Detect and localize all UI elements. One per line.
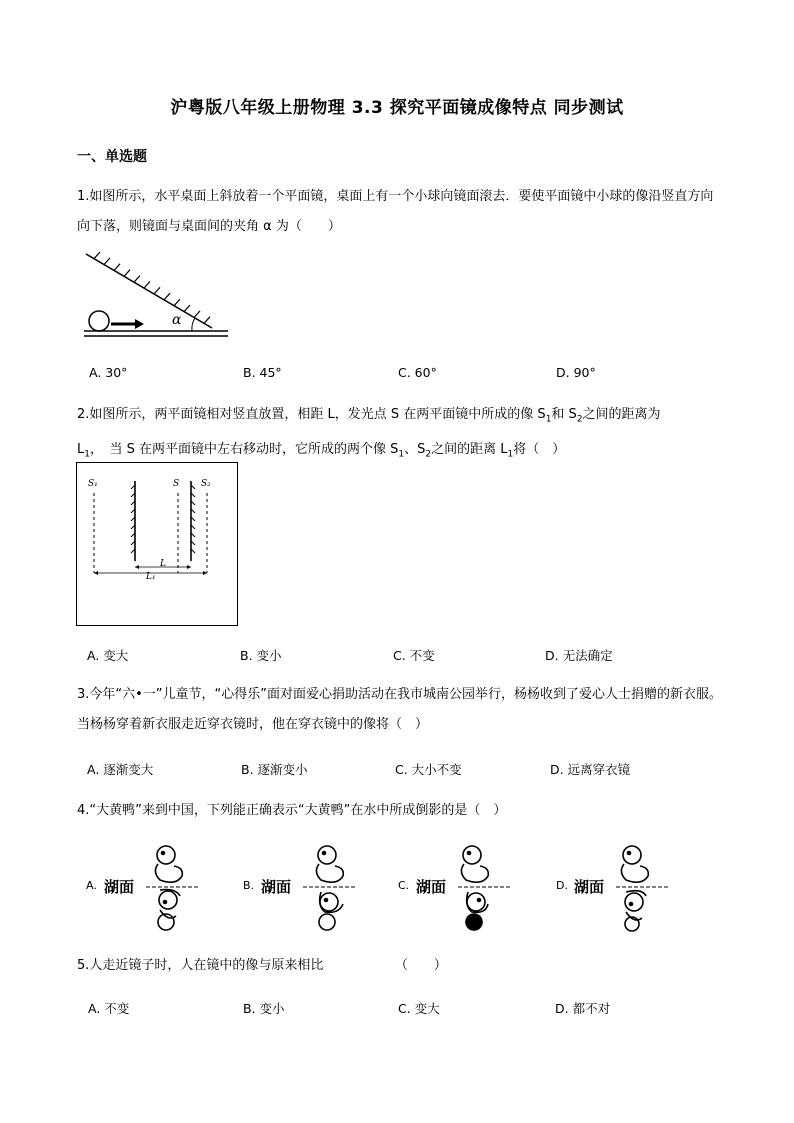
q4-option-a[interactable]: A. 湖面 — [86, 840, 206, 935]
q2-mirrors-figure — [77, 463, 237, 625]
q3-option-b[interactable]: B. 逐渐变小 — [241, 762, 308, 777]
q5-options — [0, 999, 794, 1019]
fig-label-l: L — [160, 559, 166, 569]
q2-option-c[interactable]: C. 不变 — [393, 648, 435, 663]
alpha-label: α — [172, 312, 182, 328]
q2-option-b[interactable]: B. 变小 — [240, 648, 282, 663]
lake-label: 湖面 — [574, 878, 605, 896]
q2-option-d[interactable]: D. 无法确定 — [545, 648, 613, 663]
lake-label: 湖面 — [416, 878, 447, 896]
mirror-hatching — [94, 252, 210, 323]
duck-icon — [146, 840, 206, 935]
duck-icon — [616, 840, 676, 935]
q3-option-a[interactable]: A. 逐渐变大 — [87, 762, 154, 777]
lake-label: 湖面 — [261, 878, 292, 896]
fig-label-s1: S₁ — [88, 479, 98, 489]
question-2-text: 2.如图所示，两平面镜相对竖直放置，相距 L，发光点 S 在两平面镜中所成的像 $S_1$和 $S_2$之间的距离为 $L_1$， 当 S 在两平面镜中左右移动时，它所成的两个像 $S_1$、$S_2$之间的距离 $L_1$将（ ） — [77, 407, 661, 460]
q5-option-d[interactable]: D. 都不对 — [555, 1001, 611, 1016]
q3-option-c[interactable]: C. 大小不变 — [395, 762, 462, 777]
q5-option-c[interactable]: C. 变大 — [398, 1001, 440, 1016]
q2-figure-frame — [76, 462, 238, 626]
q3-options — [0, 760, 794, 780]
duck-icon — [458, 840, 518, 935]
q2-options — [0, 646, 794, 666]
fig-label-s: S — [173, 479, 180, 489]
q1-mirror-figure — [80, 248, 230, 340]
q1-option-d[interactable]: D. 90° — [556, 365, 596, 380]
question-1-text: 1.如图所示，水平桌面上斜放着一个平面镜，桌面上有一个小球向镜面滚去．要使平面镜中小球的像沿竖直方向向下落，则镜面与桌面间的夹角 α 为（ ） — [77, 189, 714, 234]
q4-option-b[interactable]: B. 湖面 — [243, 840, 363, 935]
question-4-text: 4.“大黄鸭”来到中国，下列能正确表示“大黄鸭”在水中所成倒影的是（ ） — [77, 803, 507, 818]
q1-option-a[interactable]: A. 30° — [89, 365, 128, 380]
q1-option-c[interactable]: C. 60° — [398, 365, 437, 380]
question-5-text: 5.人走近镜子时，人在镜中的像与原来相比 （ ） — [77, 958, 447, 973]
q4-option-d[interactable]: D. 湖面 — [556, 840, 676, 935]
q3-option-d[interactable]: D. 远离穿衣镜 — [550, 762, 631, 777]
fig-label-s2: S₂ — [201, 479, 211, 489]
duck-icon — [303, 840, 363, 935]
fig-label-l1: L₁ — [146, 572, 156, 582]
section-heading: 一、单选题 — [77, 149, 147, 165]
ball-icon — [89, 311, 109, 331]
q2-option-a[interactable]: A. 变大 — [87, 648, 129, 663]
lake-label: 湖面 — [104, 878, 135, 896]
q5-option-a[interactable]: A. 不变 — [88, 1001, 130, 1016]
page-title: 沪粤版八年级上册物理 3.3 探究平面镜成像特点 同步测试 — [170, 98, 624, 118]
q1-options — [0, 365, 794, 385]
q4-option-c[interactable]: C. 湖面 — [398, 840, 518, 935]
q1-option-b[interactable]: B. 45° — [243, 365, 282, 380]
question-3-text: 3.今年“六•一”儿童节，“心得乐”面对面爱心捐助活动在我市城南公园举行，杨杨收到了爱心人士捐赠的新衣服。当杨杨穿着新衣服走近穿衣镜时，他在穿衣镜中的像将（ ） — [77, 687, 723, 732]
q5-option-b[interactable]: B. 变小 — [243, 1001, 285, 1016]
